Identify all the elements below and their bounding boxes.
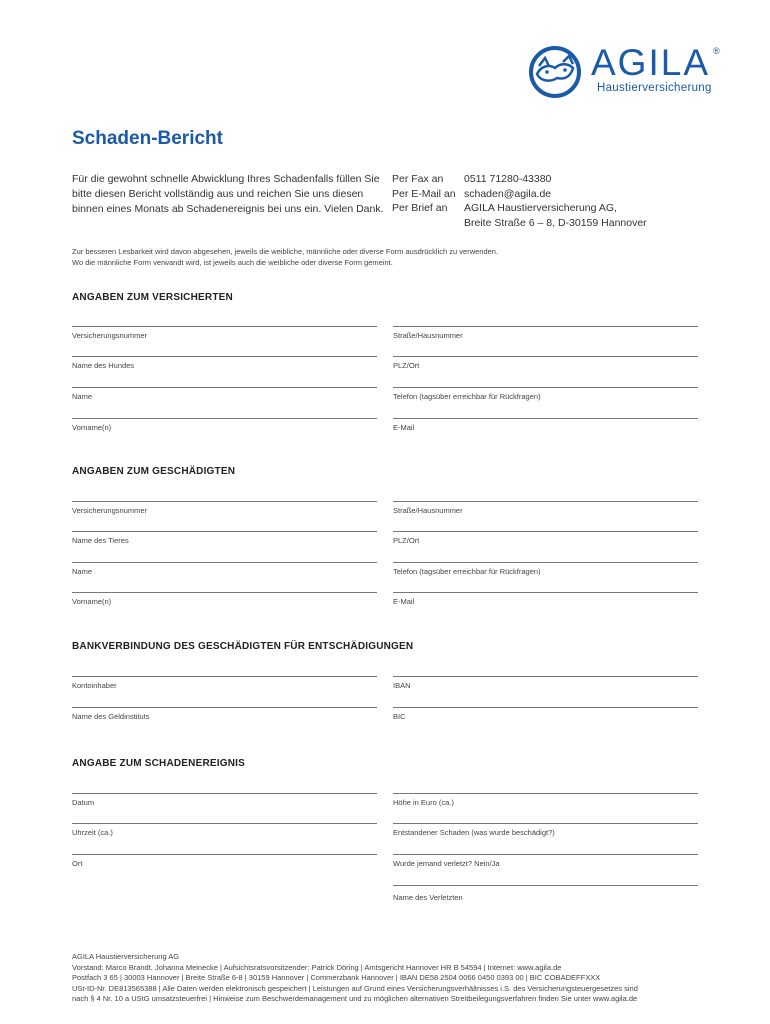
dog-cat-circle-icon	[527, 44, 587, 100]
field-hoehe-line[interactable]	[393, 793, 698, 794]
field-label-g-plz-ort: PLZ/Ort	[393, 536, 420, 545]
footer-line-board: Vorstand: Marco Brandt, Johanna Meinecke | Aufsichtsratsvorsitzender: Patrick Döring | Amtsgericht Hannover HR B 54594 | Internet: www.agila.de	[72, 962, 562, 972]
field-geldinstitut-line[interactable]	[72, 707, 377, 708]
field-email-line[interactable]	[393, 418, 698, 419]
intro-text: Für die gewohnt schnelle Abwicklung Ihres Schadenfalls füllen Sie bitte diesen Bericht vollständig aus und reichen Sie uns diesen binnen eines Monats ab Schadenereignis bei uns ein. Vielen Dank.	[72, 173, 384, 215]
contact-values	[464, 172, 647, 230]
field-label-g-email: E-Mail	[393, 597, 415, 606]
field-verletzter-line[interactable]	[393, 885, 698, 886]
field-schaden-line[interactable]	[393, 823, 698, 824]
contact-label-email: Per E-Mail an	[392, 187, 456, 200]
field-label-g-name: Name	[72, 567, 93, 576]
field-label-datum: Datum	[72, 798, 95, 807]
note-line-2: Wo die männliche Form verwandt wird, ist jeweils auch die weibliche oder diverse Form gemeint.	[72, 258, 393, 267]
field-plz-ort-line[interactable]	[393, 356, 698, 357]
field-label-email: E-Mail	[393, 423, 415, 432]
field-vorname-line[interactable]	[72, 418, 377, 419]
registered-mark: ®	[713, 46, 720, 56]
contact-address-company: AGILA Haustierversicherung AG,	[464, 202, 617, 214]
field-label-versicherungsnummer: Versicherungsnummer	[72, 331, 148, 340]
logo-subtitle: Haustierversicherung	[597, 82, 712, 94]
field-g-email-line[interactable]	[393, 592, 698, 593]
field-label-g-versicherungsnummer: Versicherungsnummer	[72, 506, 148, 515]
field-label-geldinstitut: Name des Geldinstituts	[72, 712, 150, 721]
footer-line-ustid: USt-ID-Nr. DE813565388 | Alle Daten werden elektronisch gespeichert | Leistungen auf Grund eines Versicherungsverhältnisses i.S. des Versicherungsteuergesetzes sind	[72, 983, 638, 993]
field-label-kontoinhaber: Kontoinhaber	[72, 681, 117, 690]
field-ort-line[interactable]	[72, 854, 377, 855]
field-label-telefon: Telefon (tagsüber erreichbar für Rückfragen)	[393, 392, 541, 401]
section-heading-ereignis: ANGABE ZUM SCHADENEREIGNIS	[72, 758, 245, 769]
field-label-uhrzeit: Uhrzeit (ca.)	[72, 828, 113, 837]
field-g-strasse-line[interactable]	[393, 501, 698, 502]
section-heading-bank: BANKVERBINDUNG DES GESCHÄDIGTEN FÜR ENTSCHÄDIGUNGEN	[72, 641, 414, 652]
footer	[72, 952, 702, 1005]
field-label-bic: BIC	[393, 712, 406, 721]
field-g-plz-ort-line[interactable]	[393, 531, 698, 532]
field-label-vorname: Vorname(n)	[72, 423, 112, 432]
contact-email: schaden@agila.de	[464, 187, 552, 200]
note-line-1: Zur besseren Lesbarkeit wird davon abgesehen, jeweils die weibliche, männliche oder diverse Form ausdrücklich zu verwenden.	[72, 247, 499, 256]
contact-fax-number: 0511 71280-43380	[464, 173, 552, 185]
agila-logo	[527, 44, 727, 100]
field-g-telefon-line[interactable]	[393, 562, 698, 563]
section-heading-geschaedigter: ANGABEN ZUM GESCHÄDIGTEN	[72, 466, 236, 477]
field-datum-line[interactable]	[72, 793, 377, 794]
field-label-schaden: Entstandener Schaden (was wurde beschädigt?)	[393, 828, 555, 837]
field-label-verletzter: Name des Verletzten	[393, 893, 463, 902]
field-name-line[interactable]	[72, 387, 377, 388]
field-g-name-line[interactable]	[72, 562, 377, 563]
field-label-name-hund: Name des Hundes	[72, 361, 135, 370]
field-label-strasse: Straße/Hausnummer	[393, 331, 463, 340]
contact-labels	[392, 172, 456, 216]
field-label-plz-ort: PLZ/Ort	[393, 361, 420, 370]
field-name-hund-line[interactable]	[72, 356, 377, 357]
footer-company: AGILA Haustierversicherung AG	[72, 952, 180, 961]
field-iban-line[interactable]	[393, 676, 698, 677]
field-strasse-line[interactable]	[393, 326, 698, 327]
contact-label-fax: Per Fax an	[392, 173, 444, 185]
field-label-g-vorname: Vorname(n)	[72, 597, 112, 606]
field-g-vorname-line[interactable]	[72, 592, 377, 593]
field-verletzt-line[interactable]	[393, 854, 698, 855]
contact-label-letter: Per Brief an	[392, 202, 448, 214]
readability-note	[72, 246, 498, 268]
field-label-g-telefon: Telefon (tagsüber erreichbar für Rückfragen)	[393, 567, 541, 576]
field-label-verletzt: Wurde jemand verletzt? Nein/Ja	[393, 859, 500, 868]
field-label-name: Name	[72, 392, 93, 401]
field-name-tier-line[interactable]	[72, 531, 377, 532]
field-telefon-line[interactable]	[393, 387, 698, 388]
contact-address-street: Breite Straße 6 – 8, D-30159 Hannover	[464, 216, 647, 229]
field-label-g-strasse: Straße/Hausnummer	[393, 506, 463, 515]
logo-wordmark: AGILA	[591, 42, 710, 83]
section-heading-versicherter: ANGABEN ZUM VERSICHERTEN	[72, 292, 233, 303]
field-bic-line[interactable]	[393, 707, 698, 708]
field-g-versicherungsnummer-line[interactable]	[72, 501, 377, 502]
field-label-iban: IBAN	[393, 681, 411, 690]
footer-line-tax: nach § 4 Nr. 10 a UStG umsatzsteuerfrei | Hinweise zum Beschwerdemanagement und zu möglichen alternativen Streitbeilegungsverfahren finden Sie unter www.agila.de	[72, 994, 638, 1004]
field-uhrzeit-line[interactable]	[72, 823, 377, 824]
field-label-ort: Ort	[72, 859, 83, 868]
field-versicherungsnummer-line[interactable]	[72, 326, 377, 327]
field-kontoinhaber-line[interactable]	[72, 676, 377, 677]
field-label-name-tier: Name des Tieres	[72, 536, 129, 545]
field-label-hoehe: Höhe in Euro (ca.)	[393, 798, 454, 807]
page-title: Schaden-Bericht	[72, 128, 223, 149]
footer-line-address: Postfach 3 65 | 30003 Hannover | Breite Straße 6-8 | 30159 Hannover | Commerzbank Hannover | IBAN DE58 2504 0066 0450 0393 00 | BIC COBADEFFXXX	[72, 973, 601, 983]
